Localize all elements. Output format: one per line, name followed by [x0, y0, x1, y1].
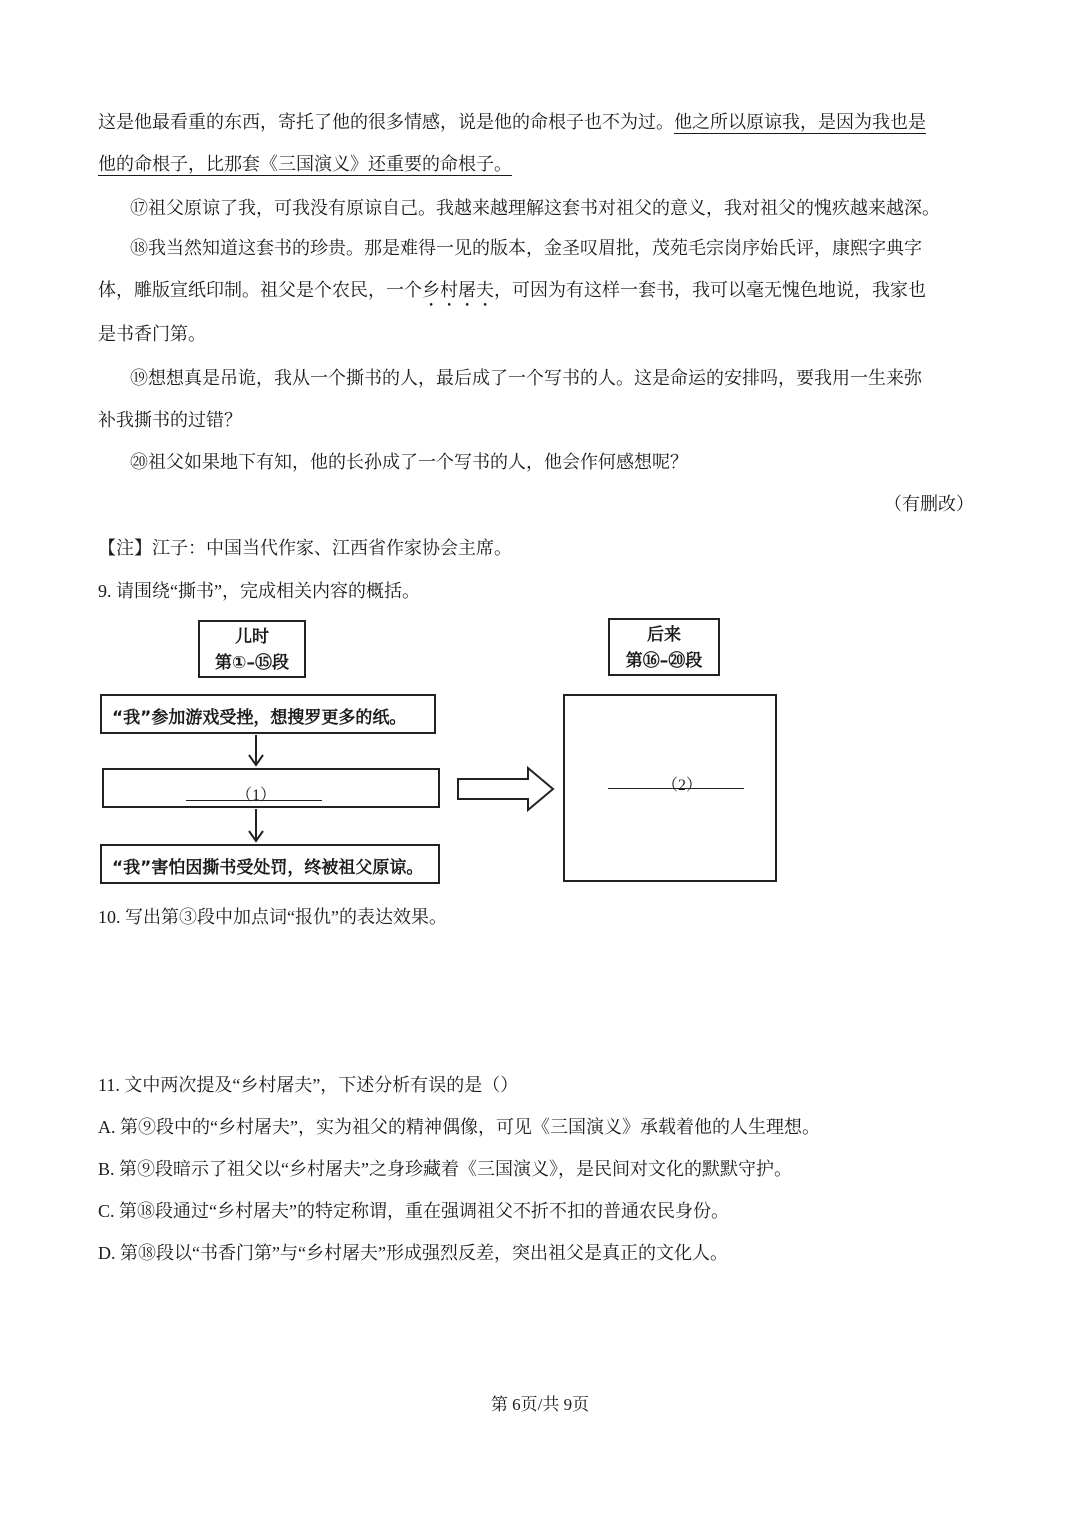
- passage-p16-line2: 他的命根子，比那套《三国演义》还重要的命根子。: [98, 154, 512, 175]
- blank2-line: [608, 788, 744, 789]
- q9-prompt: 9. 请围绕“撕书”，完成相关内容的概括。: [98, 581, 420, 601]
- right-header-box: [608, 618, 720, 676]
- p16-underlined-text: 他之所以原谅我，是因为我也是: [674, 112, 926, 133]
- p18-dotted-word: 乡村屠夫: [422, 280, 494, 301]
- blank2-label: （2）: [662, 777, 703, 794]
- q10-prompt: 10. 写出第③段中加点词“报仇”的表达效果。: [98, 907, 447, 927]
- p18-text-a: 体，雕版宣纸印制。祖父是个农民，一个: [98, 280, 422, 301]
- edited-note: （有删改）: [884, 494, 974, 515]
- author-note: 【注】江子：中国当代作家、江西省作家协会主席。: [98, 538, 512, 559]
- box-top: [100, 694, 436, 734]
- right-arrow-icon: [458, 768, 553, 810]
- left-header-box: [198, 620, 306, 678]
- passage-p16-line1: [98, 110, 926, 136]
- page-footer: 第 6页/共 9页: [490, 1395, 590, 1414]
- box-bottom: [100, 844, 440, 884]
- passage-p17: ⑰祖父原谅了我，可我没有原谅自己。我越来越理解这套书对祖父的意义，我对祖父的愧疚越来越深。: [130, 198, 940, 219]
- box-bottom-text: “我”害怕因撕书受处罚，终被祖父原谅。: [112, 858, 424, 878]
- passage-p19-line2: 补我撕书的过错？: [98, 410, 242, 431]
- blank1-label: （1）: [236, 787, 277, 804]
- q11-option-a[interactable]: A. 第⑨段中的“乡村屠夫”，实为祖父的精神偶像，可见《三国演义》承载着他的人生理想。: [98, 1117, 820, 1137]
- down-arrow-icon: [249, 809, 263, 841]
- passage-p18-line2: [98, 278, 926, 311]
- q11-option-c[interactable]: C. 第⑱段通过“乡村屠夫”的特定称谓，重在强调祖父不折不扣的普通农民身份。: [98, 1201, 729, 1221]
- left-header-range: 第①–⑮段: [215, 653, 289, 673]
- q11-option-b[interactable]: B. 第⑨段暗示了祖父以“乡村屠夫”之身珍藏着《三国演义》，是民间对文化的默默守护。: [98, 1159, 792, 1179]
- box-top-text: “我”参加游戏受挫，想搜罗更多的纸。: [112, 708, 407, 728]
- left-header-title: 儿时: [235, 627, 269, 647]
- passage-p19-line1: ⑲想想真是吊诡，我从一个撕书的人，最后成了一个写书的人。这是命运的安排吗，要我用一生来弥: [130, 368, 922, 389]
- p18-text-b: ，可因为有这样一套书，我可以毫无愧色地说，我家也: [494, 280, 926, 301]
- q11-prompt: 11. 文中两次提及“乡村屠夫”，下述分析有误的是（）: [98, 1075, 519, 1095]
- right-header-title: 后来: [647, 625, 681, 645]
- passage-p18-line1: ⑱我当然知道这套书的珍贵。那是难得一见的版本，金圣叹眉批，茂苑毛宗岗序始氏评，康熙字典字: [130, 238, 922, 259]
- p16-plain-text: 这是他最看重的东西，寄托了他的很多情感，说是他的命根子也不为过。: [98, 112, 674, 133]
- passage-p20: ⑳祖父如果地下有知，他的长孙成了一个写书的人，他会作何感想呢？: [130, 452, 688, 473]
- passage-p18-line3: 是书香门第。: [98, 324, 206, 345]
- q11-option-d[interactable]: D. 第⑱段以“书香门第”与“乡村屠夫”形成强烈反差，突出祖父是真正的文化人。: [98, 1243, 728, 1263]
- down-arrow-icon: [249, 735, 263, 765]
- blank1-line: [186, 800, 322, 801]
- right-header-range: 第⑯–⑳段: [625, 651, 703, 671]
